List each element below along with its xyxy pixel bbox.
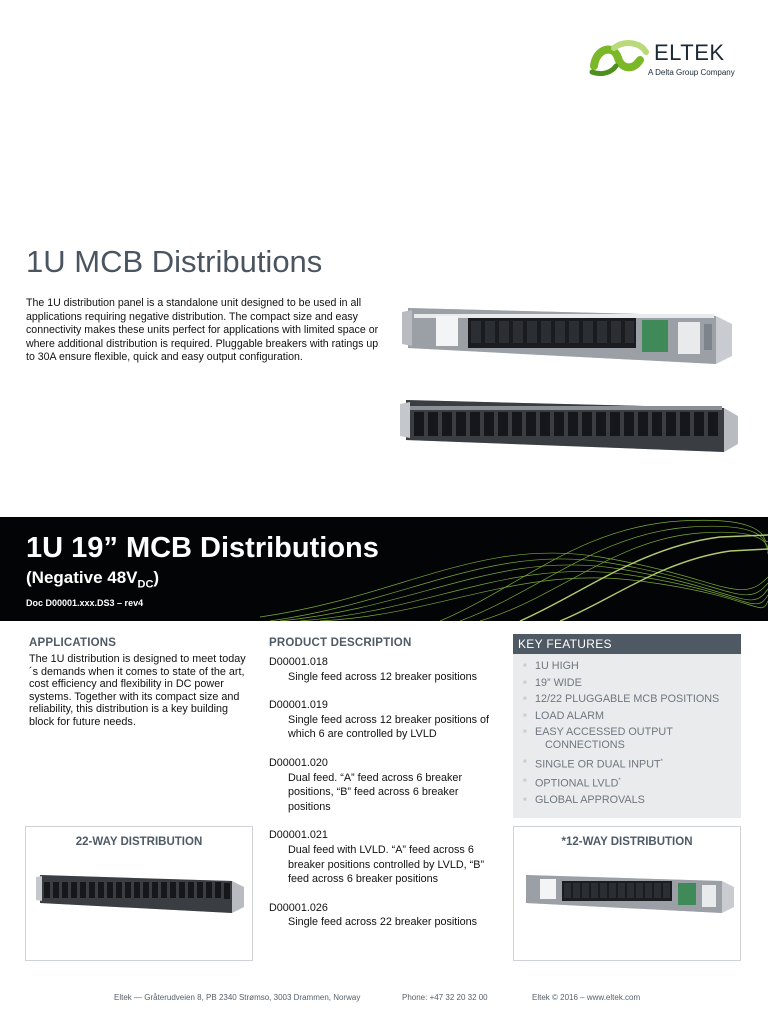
feature-item (523, 710, 741, 723)
banner-subtitle-text: (Negative 48V (26, 568, 138, 587)
feature-text: LOAD ALARM (535, 709, 605, 722)
feature-item (523, 693, 741, 706)
feature-text: OPTIONAL LVLD (535, 777, 619, 790)
banner-subtitle-subscript: DC (137, 578, 154, 591)
product-image-12-way-small (520, 867, 738, 917)
box-title-22-way: 22-WAY DISTRIBUTION (75, 836, 203, 848)
feature-item (523, 660, 741, 673)
product-image-22-way-small (34, 869, 248, 915)
feature-footnote-mark: * (660, 758, 663, 765)
product-code: D00001.026 (269, 901, 328, 914)
feature-text: 19” WIDE (535, 676, 582, 689)
banner-subtitle (26, 568, 159, 590)
intro-paragraph: The 1U distribution panel is a standalone unit designed to be used in all applications requiring negative distribution. The compact size and easy connectivity makes these units perfect for applications with limited space or where additional distribution is required. Pluggable breakers with ratings up to 30A ensure flexible, quick and easy output configuration. (26, 297, 379, 364)
product-code: D00001.020 (269, 756, 328, 769)
product-item (269, 655, 504, 684)
banner-title: 1U 19” MCB Distributions (26, 532, 379, 564)
feature-item (523, 794, 741, 807)
product-code: D00001.018 (269, 656, 328, 668)
product-desc: Single feed across 22 breaker positions (288, 916, 478, 929)
feature-text-continued: CONNECTIONS (545, 739, 625, 751)
distribution-box-22-way (25, 826, 253, 961)
banner-doc-number: Doc D00001.xxx.DS3 – rev4 (26, 598, 144, 608)
product-desc: Single feed across 12 breaker positions of which 6 are controlled by LVLD (288, 713, 490, 741)
logo-brand-text: ELTEK (654, 40, 725, 65)
product-item (269, 901, 504, 930)
feature-item (523, 726, 741, 752)
feature-item (523, 756, 741, 772)
eltek-logo-mark-icon (588, 38, 650, 78)
applications-heading: APPLICATIONS (29, 637, 117, 649)
product-item (269, 756, 504, 814)
feature-footnote-mark: * (618, 777, 621, 784)
footer-copyright: Eltek © 2016 – www.eltek.com (532, 993, 641, 1002)
product-description-heading: PRODUCT DESCRIPTION (269, 637, 412, 649)
key-features-heading: KEY FEATURES (513, 634, 741, 654)
product-desc: Dual feed. “A” feed across 6 breaker positions, “B” feed across 6 breaker positions (288, 771, 463, 813)
footer-address: Eltek — Gråterudveien 8, PB 2340 Strømso, 3003 Drammen, Norway (114, 993, 361, 1002)
feature-text: EASY ACCESSED OUTPUT (535, 726, 673, 738)
box-title-12-way: *12-WAY DISTRIBUTION (561, 836, 693, 848)
product-code: D00001.021 (269, 829, 328, 842)
feature-item (523, 677, 741, 690)
page-title: 1U MCB Distributions (26, 244, 323, 279)
product-desc: Dual feed with LVLD. “A” feed across 6 breaker positions controlled by LVLD, “B” feed across 6 breaker positions (288, 843, 485, 886)
key-features-list (513, 654, 741, 807)
product-desc: Single feed across 12 breaker positions (288, 670, 478, 683)
product-image-22-way (398, 390, 742, 460)
feature-item (523, 775, 741, 791)
applications-text: The 1U distribution is designed to meet today´s demands when it comes to state of the art, cost efficiency and flexibility in DC power systems. Together with its compact size and reliability, this distribution is a key building block for future needs. (29, 653, 246, 728)
product-item (269, 698, 504, 742)
product-item (269, 828, 504, 886)
product-list (269, 655, 504, 944)
footer-phone: Phone: +47 32 20 32 00 (402, 993, 488, 1002)
product-code: D00001.019 (269, 699, 328, 712)
product-image-12-way (398, 294, 738, 370)
feature-text: 1U HIGH (535, 660, 579, 672)
distribution-box-12-way (513, 826, 741, 961)
logo-tagline: A Delta Group Company (648, 68, 735, 77)
eltek-logo (588, 38, 748, 82)
hero-banner (0, 517, 768, 621)
feature-text: 12/22 PLUGGABLE MCB POSITIONS (535, 693, 720, 705)
feature-text: SINGLE OR DUAL INPUT (535, 758, 661, 771)
key-features-panel (513, 634, 741, 818)
banner-subtitle-end: ) (153, 568, 160, 587)
feature-text: GLOBAL APPROVALS (535, 793, 645, 806)
